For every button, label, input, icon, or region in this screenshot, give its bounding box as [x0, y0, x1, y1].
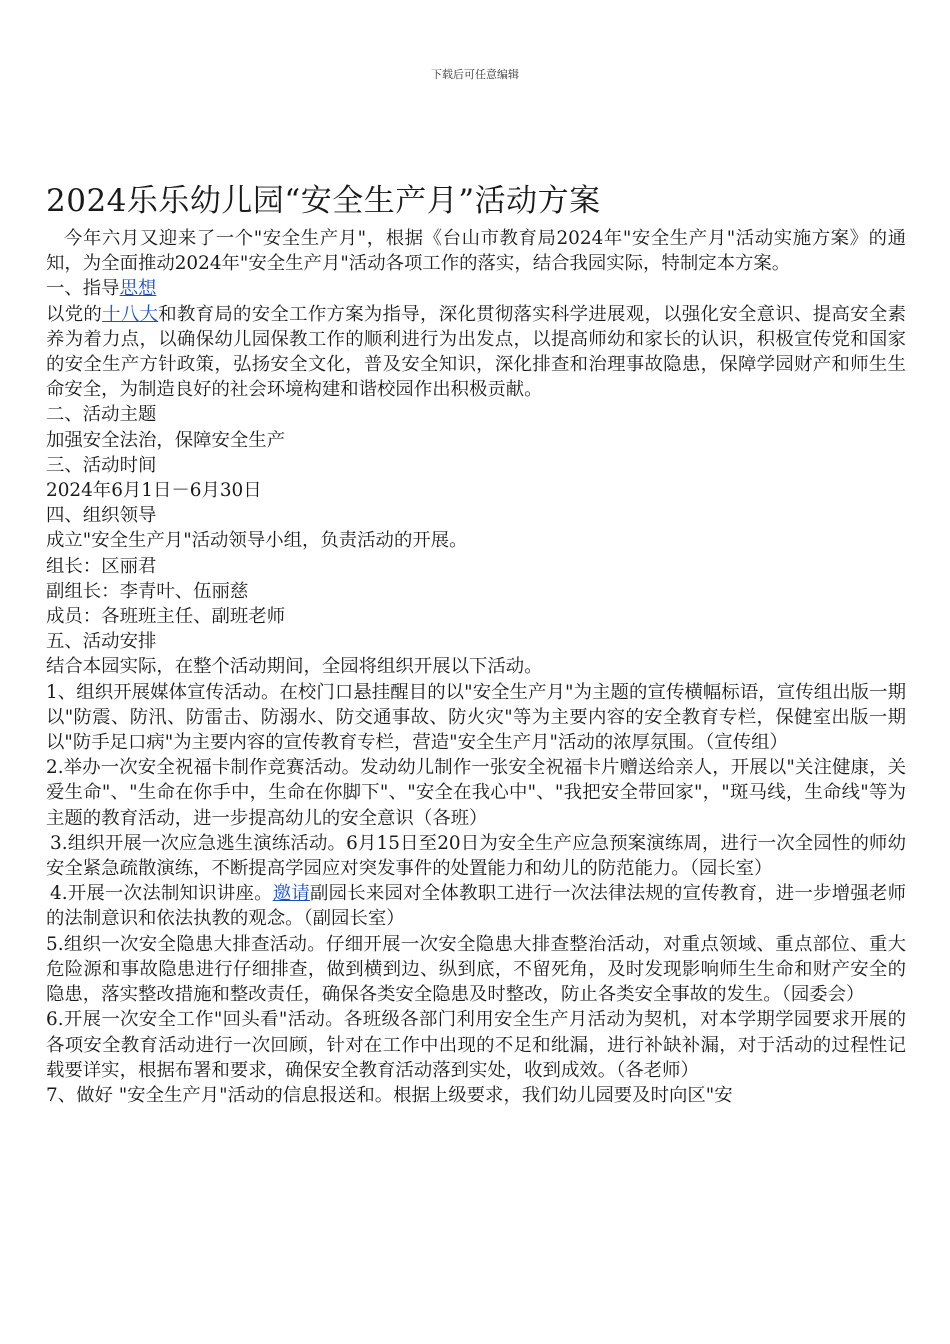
activity-item-5: 5.组织一次安全隐患大排查活动。仔细开展一次安全隐患大排查整治活动，对重点领域、重点部位、重大危险源和事故隐患进行仔细排查，做到横到边、纵到底，不留死角，及时发现影响师生生命和财产安全的隐患，落实整改措施和整改责任，确保各类安全隐患及时整改，防止各类安全事故的发生。（园委会） — [46, 933, 906, 1006]
deputy-line: 副组长：李青叶、伍丽慈 — [46, 580, 249, 602]
leader-line: 组长：区丽君 — [46, 555, 157, 577]
activity-item-4 — [46, 881, 906, 931]
document-body — [46, 226, 906, 1108]
activity-item-2: 2.举办一次安全祝福卡制作竞赛活动。发动幼儿制作一张安全祝福卡片赠送给亲人，开展以"关注健康，关爱生命"、"生命在你手中，生命在你脚下"、"安全在我心中"、"我把安全带回家"，"斑马线，生命线"等为主题的教育活动，进一步提高幼儿的安全意识（各班） — [46, 757, 906, 829]
activity-item-3: 3.组织开展一次应急逃生演练活动。6月15日至20日为安全生产应急预案演练周，进行一次全园性的师幼安全紧急疏散演练，不断提高学园应对突发事件的处置能力和幼儿的防范能力。（园长室） — [46, 832, 906, 880]
document-title: 2024乐乐幼儿园“安全生产月”活动方案 — [46, 183, 601, 219]
section-heading-leadership: 四、组织领导 — [46, 505, 157, 527]
theme-paragraph: 加强安全法治，保障安全生产 — [46, 429, 286, 451]
activity-item-7: 7、做好 "安全生产月"活动的信息报送和。根据上级要求，我们幼儿园要及时向区"安 — [46, 1084, 733, 1106]
leadership-paragraph: 成立"安全生产月"活动领导小组，负责活动的开展。 — [46, 530, 468, 552]
link-thought[interactable]: 思想 — [119, 278, 157, 300]
section-heading-arrangement: 五、活动安排 — [46, 631, 157, 653]
section-heading-guiding-thought — [46, 276, 906, 301]
link-invite[interactable]: 邀请 — [272, 883, 311, 905]
header-note: 下载后可任意编辑 — [431, 68, 519, 81]
item-text: 副园长来园对全体教职工进行一次法律法规的宣传教育，进一步增强老师的法制意识和依法执教的观念。（副园长室） — [46, 883, 906, 930]
section-heading-theme: 二、活动主题 — [46, 404, 157, 426]
arrangement-paragraph: 结合本园实际，在整个活动期间，全园将组织开展以下活动。 — [46, 656, 543, 678]
paragraph-text: 以党的 — [46, 303, 103, 325]
paragraph-text: 和教育局的安全工作方案为指导，深化贯彻落实科学进展观，以强化安全意识、提高安全素养为着力点，以确保幼儿园保教工作的顺利进行为出发点，以提高师幼和家长的认识，积极宣传党和国家的安全生产方针政策，弘扬安全文化，普及安全知识，深化排查和治理事故隐患，保障学园财产和师生生命安全，为制造良好的社会环境构建和谐校园作出积极贡献。 — [46, 303, 906, 401]
activity-item-6: 6.开展一次安全工作"回头看"活动。各班级各部门利用安全生产月活动为契机，对本学期学园要求开展的各项安全教育活动进行一次回顾，针对在工作中出现的不足和纰漏，进行补缺补漏，对于活动的过程性记载要详实，根据布署和要求，确保安全教育活动落到实处，收到成效。（各老师） — [46, 1009, 906, 1081]
members-line: 成员：各班班主任、副班老师 — [46, 606, 286, 628]
activity-item-1: 1、组织开展媒体宣传活动。在校门口悬挂醒目的以"安全生产月"为主题的宣传横幅标语，宣传组出版一期以"防震、防汛、防雷击、防溺水、防交通事故、防火灾"等为主要内容的安全教育专栏，保健室出版一期以"防手足口病"为主要内容的宣传教育专栏，营造"安全生产月"活动的浓厚氛围。（宣传组） — [46, 681, 906, 754]
link-eighteenth-congress[interactable]: 十八大 — [102, 303, 159, 325]
guiding-thought-paragraph — [46, 302, 906, 403]
time-paragraph: 2024年6月1日－6月30日 — [46, 480, 262, 502]
heading-text: 一、指导 — [46, 278, 120, 300]
item-text: 4.开展一次法制知识讲座。 — [50, 883, 273, 905]
intro-paragraph: 今年六月又迎来了一个"安全生产月"，根据《台山市教育局2024年"安全生产月"活动实施方案》的通知，为全面推动2024年"安全生产月"活动各项工作的落实，结合我园实际，特制定本方案。 — [46, 228, 906, 275]
section-heading-time: 三、活动时间 — [46, 454, 157, 476]
